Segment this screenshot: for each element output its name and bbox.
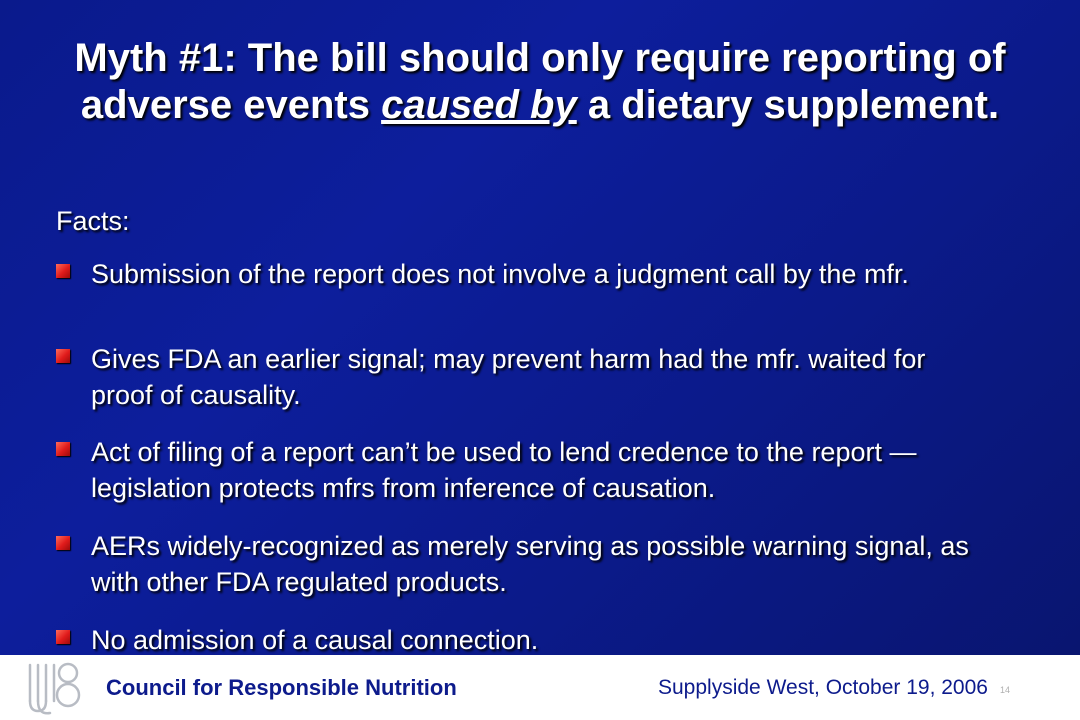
bullet-text: No admission of a causal connection. xyxy=(91,625,539,655)
organization-name: Council for Responsible Nutrition xyxy=(106,675,457,700)
title-text-part1: Myth #1: The bill should only require reporting of adverse events xyxy=(74,36,1006,127)
square-bullet-icon xyxy=(56,442,70,456)
title-emphasis: caused by xyxy=(381,83,577,127)
title-text-part2: a dietary supplement. xyxy=(576,83,1000,127)
square-bullet-icon xyxy=(56,349,70,363)
footer-bar xyxy=(0,655,1080,720)
bullet-text: AERs widely-recognized as merely serving as possible warning signal, as with other FDA regulated products. xyxy=(91,531,969,597)
crn-logo-icon xyxy=(24,659,82,717)
square-bullet-icon xyxy=(56,264,70,278)
page-number: 14 xyxy=(1000,685,1011,695)
facts-label: Facts: xyxy=(56,206,130,236)
bullet-text: Submission of the report does not involve a judgment call by the mfr. xyxy=(91,259,909,289)
square-bullet-icon xyxy=(56,630,70,644)
bullet-text: Gives FDA an earlier signal; may prevent harm had the mfr. waited for proof of causality. xyxy=(91,344,926,410)
slide-title xyxy=(60,35,1020,129)
bullet-text: Act of filing of a report can’t be used to lend credence to the report — legislation protects mfrs from inference of causation. xyxy=(91,437,917,503)
square-bullet-icon xyxy=(56,536,70,550)
event-info: Supplyside West, October 19, 2006 xyxy=(658,676,988,699)
